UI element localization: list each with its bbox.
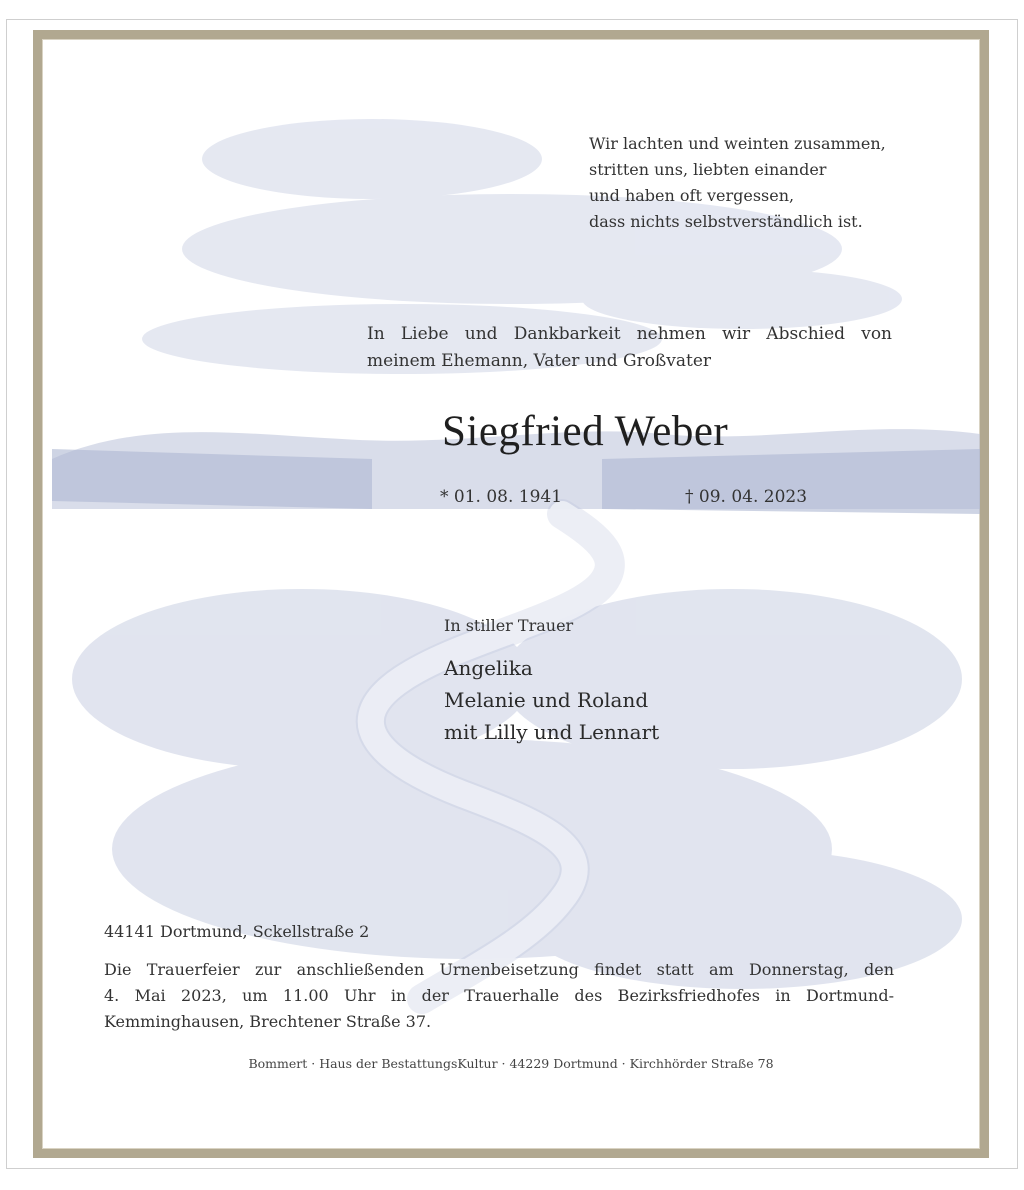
treeline-left [52, 449, 372, 509]
birth-date: * 01. 08. 1941 [440, 487, 563, 507]
family-address: 44141 Dortmund, Sckellstraße 2 [104, 922, 370, 941]
obituary-frame [33, 30, 989, 1158]
farewell-intro [367, 321, 892, 375]
poem-line: und haben oft vergessen, [589, 186, 795, 205]
ceremony-notice [104, 957, 894, 1035]
sky-cloud-4 [582, 269, 902, 329]
death-date: † 09. 04. 2023 [685, 487, 808, 507]
ceremony-line-2: 4. Mai 2023, um 11.00 Uhr in der Trauerhalle des Bezirksfriedhofes in Dortmund- [104, 986, 894, 1005]
poem-line: stritten uns, liebten einander [589, 160, 827, 179]
funeral-home-footer: Bommert · Haus der BestattungsKultur · 44229 Dortmund · Kirchhörder Straße 78 [248, 1056, 774, 1071]
ceremony-line-1: Die Trauerfeier zur anschließenden Urnenbeisetzung findet statt am Donnerstag, den [104, 960, 894, 979]
family-member: Angelika [444, 656, 533, 680]
poem-line: dass nichts selbstverständlich ist. [589, 212, 863, 231]
poem-line: Wir lachten und weinten zusammen, [589, 134, 886, 153]
mourning-label: In stiller Trauer [444, 616, 574, 635]
family-list [444, 652, 659, 748]
intro-line-1: In Liebe und Dankbarkeit nehmen wir Abschied von [367, 324, 892, 344]
family-member: Melanie und Roland [444, 688, 649, 712]
intro-line-2: meinem Ehemann, Vater und Großvater [367, 351, 712, 371]
deceased-name: Siegfried Weber [442, 408, 729, 455]
family-member: mit Lilly und Lennart [444, 720, 660, 744]
sky-cloud-1 [202, 119, 542, 199]
ceremony-line-3: Kemminghausen, Brechtener Straße 37. [104, 1012, 432, 1031]
poem [589, 131, 886, 235]
